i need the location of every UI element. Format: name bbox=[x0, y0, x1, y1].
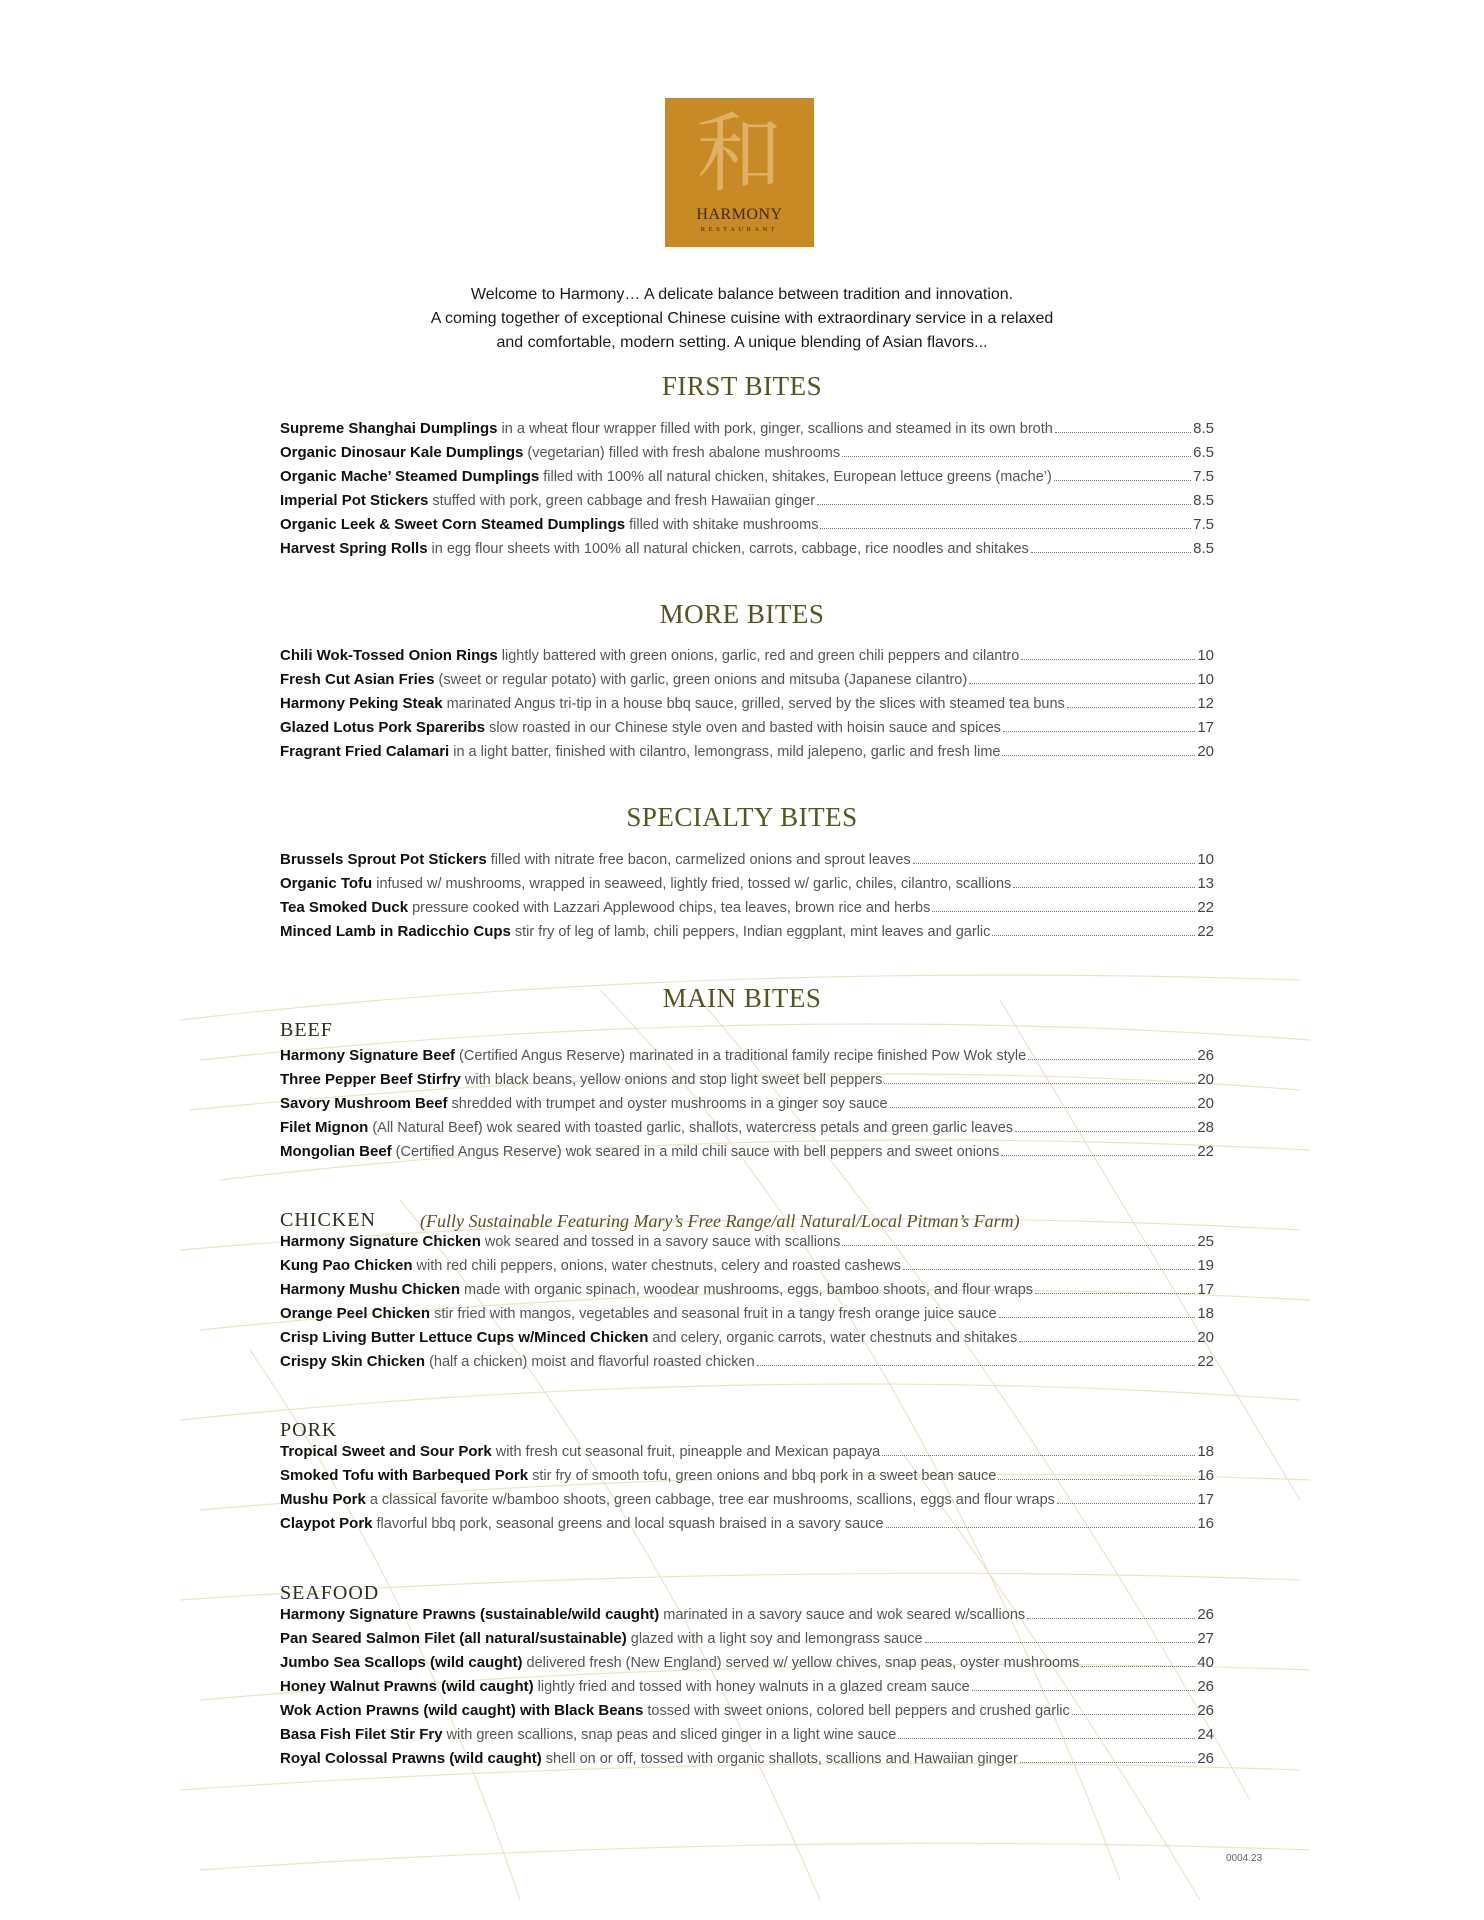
menu-item-name: Honey Walnut Prawns (wild caught) bbox=[280, 1678, 534, 1695]
menu-item-name: Orange Peel Chicken bbox=[280, 1305, 431, 1322]
menu-item bbox=[280, 420, 1214, 444]
menu-item bbox=[280, 1071, 1214, 1095]
menu-item bbox=[280, 719, 1214, 743]
dot-leader bbox=[882, 1455, 1195, 1456]
menu-item-name: Savory Mushroom Beef bbox=[280, 1095, 448, 1112]
dot-leader bbox=[1067, 707, 1196, 708]
menu-item-description: a classical favorite w/bamboo shoots, green cabbage, tree ear mushrooms, scallions, eggs and flour wraps bbox=[369, 1492, 1055, 1508]
menu-item-price: 26 bbox=[1197, 1606, 1214, 1623]
menu-item-name: Minced Lamb in Radicchio Cups bbox=[280, 923, 511, 940]
welcome-line: A coming together of exceptional Chinese cuisine with extraordinary service in a relaxed bbox=[430, 310, 1054, 327]
menu-item-name: Filet Mignon bbox=[280, 1119, 369, 1136]
menu-item-price: 6.5 bbox=[1193, 444, 1214, 461]
menu-item-name: Royal Colossal Prawns (wild caught) bbox=[280, 1750, 542, 1767]
menu-item-description: filled with nitrate free bacon, carmelized onions and sprout leaves bbox=[490, 852, 911, 868]
menu-item-price: 22 bbox=[1197, 1353, 1214, 1370]
menu-item-description: glazed with a light soy and lemongrass sauce bbox=[630, 1631, 923, 1647]
menu-item-name: Chili Wok-Tossed Onion Rings bbox=[280, 647, 498, 664]
menu-item bbox=[280, 695, 1214, 719]
menu-item-description: (Certified Angus Reserve) wok seared in a mild chili sauce with bell peppers and sweet onions bbox=[395, 1144, 1000, 1160]
menu-item bbox=[280, 743, 1214, 767]
menu-item-name: Smoked Tofu with Barbequed Pork bbox=[280, 1467, 529, 1484]
dot-leader bbox=[992, 935, 1195, 936]
menu-item bbox=[280, 1143, 1214, 1167]
dot-leader bbox=[998, 1479, 1195, 1480]
dot-leader bbox=[972, 1690, 1196, 1691]
menu-item bbox=[280, 1233, 1214, 1257]
menu-item-name: Organic Leek & Sweet Corn Steamed Dumplings bbox=[280, 516, 626, 533]
menu-item-name: Harvest Spring Rolls bbox=[280, 540, 428, 557]
category-title-beef: BEEF bbox=[280, 1019, 333, 1041]
menu-item bbox=[280, 1702, 1214, 1726]
menu-item-name: Three Pepper Beef Stirfry bbox=[280, 1071, 461, 1088]
dot-leader bbox=[890, 1107, 1196, 1108]
menu-item-price: 7.5 bbox=[1193, 516, 1214, 533]
menu-item-name: Basa Fish Filet Stir Fry bbox=[280, 1726, 443, 1743]
menu-item bbox=[280, 1630, 1214, 1654]
menu-item-price: 20 bbox=[1197, 1329, 1214, 1346]
dot-leader bbox=[1002, 755, 1195, 756]
section-title-specialty-bites: SPECIALTY BITES bbox=[626, 802, 858, 832]
dot-leader bbox=[1001, 1155, 1195, 1156]
menu-item-name: Tropical Sweet and Sour Pork bbox=[280, 1443, 492, 1460]
dot-leader bbox=[925, 1642, 1196, 1643]
dot-leader bbox=[1057, 1503, 1195, 1504]
menu-item-price: 26 bbox=[1197, 1702, 1214, 1719]
dot-leader bbox=[1054, 480, 1191, 481]
dot-leader bbox=[757, 1365, 1196, 1366]
menu-item-price: 20 bbox=[1197, 1095, 1214, 1112]
section-title-more-bites: MORE BITES bbox=[659, 599, 825, 629]
seafood-list bbox=[280, 1606, 1214, 1774]
menu-item-name: Organic Dinosaur Kale Dumplings bbox=[280, 444, 524, 461]
menu-item bbox=[280, 1047, 1214, 1071]
menu-item-name: Fragrant Fried Calamari bbox=[280, 743, 450, 760]
menu-item-price: 26 bbox=[1197, 1047, 1214, 1064]
menu-item-price: 18 bbox=[1197, 1443, 1214, 1460]
menu-item-description: tossed with sweet onions, colored bell peppers and crushed garlic bbox=[647, 1703, 1070, 1719]
menu-item-description: shell on or off, tossed with organic shallots, scallions and Hawaiian ginger bbox=[545, 1751, 1018, 1767]
menu-item-price: 12 bbox=[1197, 695, 1214, 712]
dot-leader bbox=[884, 1083, 1195, 1084]
menu-item-price: 26 bbox=[1197, 1750, 1214, 1767]
menu-item-description: pressure cooked with Lazzari Applewood chips, tea leaves, brown rice and herbs bbox=[412, 900, 931, 916]
dot-leader bbox=[1081, 1666, 1195, 1667]
menu-item-name: Tea Smoked Duck bbox=[280, 899, 409, 916]
menu-item-price: 13 bbox=[1197, 875, 1214, 892]
dot-leader bbox=[999, 1317, 1196, 1318]
menu-item-name: Pan Seared Salmon Filet (all natural/sustainable) bbox=[280, 1630, 627, 1647]
welcome-line: Welcome to Harmony… A delicate balance between tradition and innovation. bbox=[470, 286, 1014, 303]
menu-item-description: marinated in a savory sauce and wok seared w/scallions bbox=[663, 1607, 1026, 1623]
menu-item-description: and celery, organic carrots, water chestnuts and shitakes bbox=[652, 1330, 1018, 1346]
menu-item bbox=[280, 1443, 1214, 1467]
menu-item-price: 8.5 bbox=[1193, 540, 1214, 557]
category-title-seafood: SEAFOOD bbox=[280, 1582, 380, 1604]
more-bites-list bbox=[280, 647, 1214, 767]
menu-item-description: filled with 100% all natural chicken, shitakes, European lettuce greens (mache’) bbox=[543, 469, 1052, 485]
menu-item-price: 17 bbox=[1197, 719, 1214, 736]
menu-item-name: Kung Pao Chicken bbox=[280, 1257, 413, 1274]
menu-item-name: Harmony Signature Beef bbox=[280, 1047, 456, 1064]
menu-item-name: Brussels Sprout Pot Stickers bbox=[280, 851, 487, 868]
logo-name: HARMONY bbox=[696, 206, 783, 223]
menu-item-description: lightly battered with green onions, garlic, red and green chili peppers and cilantro bbox=[501, 648, 1020, 664]
menu-item-price: 19 bbox=[1197, 1257, 1214, 1274]
menu-item-description: in a light batter, finished with cilantro, lemongrass, mild jalepeno, garlic and fresh lime bbox=[453, 744, 1001, 760]
menu-item-name: Harmony Peking Steak bbox=[280, 695, 443, 712]
section-title-main-bites: MAIN BITES bbox=[662, 983, 822, 1013]
menu-item-description: (vegetarian) filled with fresh abalone mushrooms bbox=[527, 445, 841, 461]
dot-leader bbox=[1035, 1293, 1195, 1294]
menu-item bbox=[280, 923, 1214, 947]
menu-item bbox=[280, 468, 1214, 492]
category-title-chicken: CHICKEN bbox=[280, 1209, 376, 1231]
menu-item-description: stir fry of leg of lamb, chili peppers, Indian eggplant, mint leaves and garlic bbox=[514, 924, 991, 940]
dot-leader bbox=[1020, 1762, 1196, 1763]
menu-item-name: Imperial Pot Stickers bbox=[280, 492, 429, 509]
dot-leader bbox=[842, 1245, 1195, 1246]
dot-leader bbox=[817, 504, 1191, 505]
menu-item bbox=[280, 671, 1214, 695]
category-title-pork: PORK bbox=[280, 1419, 338, 1441]
section-title-first-bites: FIRST BITES bbox=[661, 371, 823, 401]
menu-item-price: 10 bbox=[1197, 851, 1214, 868]
menu-item-price: 17 bbox=[1197, 1281, 1214, 1298]
menu-item-price: 25 bbox=[1197, 1233, 1214, 1250]
dot-leader bbox=[1072, 1714, 1196, 1715]
menu-item-price: 26 bbox=[1197, 1678, 1214, 1695]
welcome-line: and comfortable, modern setting. A unique blending of Asian flavors... bbox=[496, 334, 988, 351]
beef-list bbox=[280, 1047, 1214, 1167]
menu-item-price: 16 bbox=[1197, 1515, 1214, 1532]
menu-item-name: Crispy Skin Chicken bbox=[280, 1353, 426, 1370]
dot-leader bbox=[1021, 659, 1195, 660]
menu-item bbox=[280, 1353, 1214, 1377]
menu-item bbox=[280, 1750, 1214, 1774]
menu-item-description: marinated Angus tri-tip in a house bbq sauce, grilled, served by the slices with steamed tea buns bbox=[446, 696, 1065, 712]
dot-leader bbox=[913, 863, 1196, 864]
menu-item bbox=[280, 1095, 1214, 1119]
dot-leader bbox=[1027, 1618, 1195, 1619]
menu-item-price: 8.5 bbox=[1193, 492, 1214, 509]
document-code: 0004.23 bbox=[1226, 1853, 1263, 1864]
menu-item-price: 17 bbox=[1197, 1491, 1214, 1508]
menu-item-description: wok seared and tossed in a savory sauce with scallions bbox=[484, 1234, 841, 1250]
harmony-logo bbox=[665, 98, 814, 247]
menu-item-price: 24 bbox=[1197, 1726, 1214, 1743]
menu-item-description: in a wheat flour wrapper filled with pork, ginger, scallions and steamed in its own broth bbox=[501, 421, 1053, 437]
menu-item-name: Harmony Mushu Chicken bbox=[280, 1281, 461, 1298]
menu-item-description: stir fry of smooth tofu, green onions and bbq pork in a sweet bean sauce bbox=[532, 1468, 997, 1484]
menu-item-description: with black beans, yellow onions and stop light sweet bell peppers bbox=[464, 1072, 883, 1088]
menu-item bbox=[280, 899, 1214, 923]
menu-item-description: made with organic spinach, woodear mushrooms, eggs, bamboo shoots, and flour wraps bbox=[464, 1282, 1034, 1298]
menu-item-price: 18 bbox=[1197, 1305, 1214, 1322]
dot-leader bbox=[969, 683, 1195, 684]
dot-leader bbox=[1028, 1059, 1195, 1060]
menu-item-name: Jumbo Sea Scallops (wild caught) bbox=[280, 1654, 523, 1671]
menu-item bbox=[280, 1305, 1214, 1329]
menu-item bbox=[280, 1606, 1214, 1630]
menu-item-price: 22 bbox=[1197, 923, 1214, 940]
logo-glyph: 和 bbox=[696, 104, 783, 204]
menu-item-price: 8.5 bbox=[1193, 420, 1214, 437]
dot-leader bbox=[842, 456, 1191, 457]
menu-item-description: (Certified Angus Reserve) marinated in a traditional family recipe finished Pow Wok style bbox=[459, 1048, 1027, 1064]
menu-item-name: Glazed Lotus Pork Spareribs bbox=[280, 719, 486, 736]
menu-item-price: 40 bbox=[1197, 1654, 1214, 1671]
menu-item-price: 22 bbox=[1197, 899, 1214, 916]
menu-item-name: Organic Mache’ Steamed Dumplings bbox=[280, 468, 540, 485]
menu-item-description: (half a chicken) moist and flavorful roasted chicken bbox=[429, 1354, 755, 1370]
menu-item-description: infused w/ mushrooms, wrapped in seaweed, lightly fried, tossed w/ garlic, chiles, cilantro, scallions bbox=[376, 876, 1012, 892]
dot-leader bbox=[1019, 1341, 1195, 1342]
menu-item-price: 20 bbox=[1197, 743, 1214, 760]
menu-item-description: stuffed with pork, green cabbage and fresh Hawaiian ginger bbox=[432, 493, 816, 509]
menu-item-name: Fresh Cut Asian Fries bbox=[280, 671, 435, 688]
menu-item-name: Harmony Signature Prawns (sustainable/wild caught) bbox=[280, 1606, 660, 1623]
menu-item bbox=[280, 1515, 1214, 1539]
menu-item-price: 27 bbox=[1197, 1630, 1214, 1647]
menu-item-description: with red chili peppers, onions, water chestnuts, celery and roasted cashews bbox=[416, 1258, 901, 1274]
menu-item-price: 22 bbox=[1197, 1143, 1214, 1160]
menu-item bbox=[280, 444, 1214, 468]
menu-item-description: with fresh cut seasonal fruit, pineapple and Mexican papaya bbox=[495, 1444, 881, 1460]
menu-item bbox=[280, 1726, 1214, 1750]
dot-leader bbox=[886, 1527, 1196, 1528]
dot-leader bbox=[1031, 552, 1191, 553]
menu-item bbox=[280, 1329, 1214, 1353]
menu-item bbox=[280, 540, 1214, 564]
menu-item-description: delivered fresh (New England) served w/ yellow chives, snap peas, oyster mushrooms bbox=[526, 1655, 1080, 1671]
menu-item-description: shredded with trumpet and oyster mushrooms in a ginger soy sauce bbox=[451, 1096, 888, 1112]
dot-leader bbox=[1015, 1131, 1195, 1132]
menu-item-name: Supreme Shanghai Dumplings bbox=[280, 420, 498, 437]
menu-item-name: Wok Action Prawns (wild caught) with Black Beans bbox=[280, 1702, 644, 1719]
menu-item-name: Crisp Living Butter Lettuce Cups w/Minced Chicken bbox=[280, 1329, 649, 1346]
menu-item-description: slow roasted in our Chinese style oven and basted with hoisin sauce and spices bbox=[489, 720, 1001, 736]
menu-item-price: 7.5 bbox=[1193, 468, 1214, 485]
chicken-note: (Fully Sustainable Featuring Mary’s Free Range/all Natural/Local Pitman’s Farm) bbox=[420, 1211, 1020, 1231]
menu-item-description: stir fried with mangos, vegetables and seasonal fruit in a tangy fresh orange juice sauce bbox=[434, 1306, 997, 1322]
menu-item bbox=[280, 1654, 1214, 1678]
menu-item-price: 20 bbox=[1197, 1071, 1214, 1088]
menu-item-description: with green scallions, snap peas and sliced ginger in a light wine sauce bbox=[446, 1727, 897, 1743]
menu-item bbox=[280, 1678, 1214, 1702]
menu-item bbox=[280, 1467, 1214, 1491]
pork-list bbox=[280, 1443, 1214, 1539]
menu-item-price: 10 bbox=[1197, 647, 1214, 664]
menu-item-description: (sweet or regular potato) with garlic, green onions and mitsuba (Japanese cilantro) bbox=[438, 672, 968, 688]
menu-item-description: in egg flour sheets with 100% all natural chicken, carrots, cabbage, rice noodles and shitakes bbox=[431, 541, 1029, 557]
dot-leader bbox=[820, 528, 1191, 529]
menu-item-name: Organic Tofu bbox=[280, 875, 373, 892]
menu-item bbox=[280, 1281, 1214, 1305]
specialty-bites-list bbox=[280, 851, 1214, 947]
menu-item-description: lightly fried and tossed with honey walnuts in a glazed cream sauce bbox=[537, 1679, 970, 1695]
dot-leader bbox=[903, 1269, 1195, 1270]
menu-item-name: Mongolian Beef bbox=[280, 1143, 392, 1160]
menu-item-price: 10 bbox=[1197, 671, 1214, 688]
menu-item-price: 28 bbox=[1197, 1119, 1214, 1136]
menu-item-name: Mushu Pork bbox=[280, 1491, 366, 1508]
dot-leader bbox=[1003, 731, 1195, 732]
menu-item bbox=[280, 851, 1214, 875]
dot-leader bbox=[898, 1738, 1195, 1739]
menu-item-price: 16 bbox=[1197, 1467, 1214, 1484]
menu-item bbox=[280, 1491, 1214, 1515]
menu-item-description: (All Natural Beef) wok seared with toasted garlic, shallots, watercress petals and green garlic leaves bbox=[372, 1120, 1014, 1136]
dot-leader bbox=[1055, 432, 1191, 433]
dot-leader bbox=[1013, 887, 1195, 888]
menu-item bbox=[280, 492, 1214, 516]
menu-item bbox=[280, 647, 1214, 671]
dot-leader bbox=[932, 911, 1195, 912]
menu-item bbox=[280, 516, 1214, 540]
menu-item bbox=[280, 1257, 1214, 1281]
menu-item-name: Claypot Pork bbox=[280, 1515, 373, 1532]
chicken-list bbox=[280, 1233, 1214, 1377]
menu-item bbox=[280, 1119, 1214, 1143]
welcome-text bbox=[342, 283, 1142, 355]
first-bites-list bbox=[280, 420, 1214, 564]
menu-item-name: Harmony Signature Chicken bbox=[280, 1233, 481, 1250]
logo-subtitle: RESTAURANT bbox=[700, 226, 779, 233]
menu-item-description: flavorful bbq pork, seasonal greens and local squash braised in a savory sauce bbox=[376, 1516, 884, 1532]
menu-item-description: filled with shitake mushrooms bbox=[629, 517, 819, 533]
menu-item bbox=[280, 875, 1214, 899]
